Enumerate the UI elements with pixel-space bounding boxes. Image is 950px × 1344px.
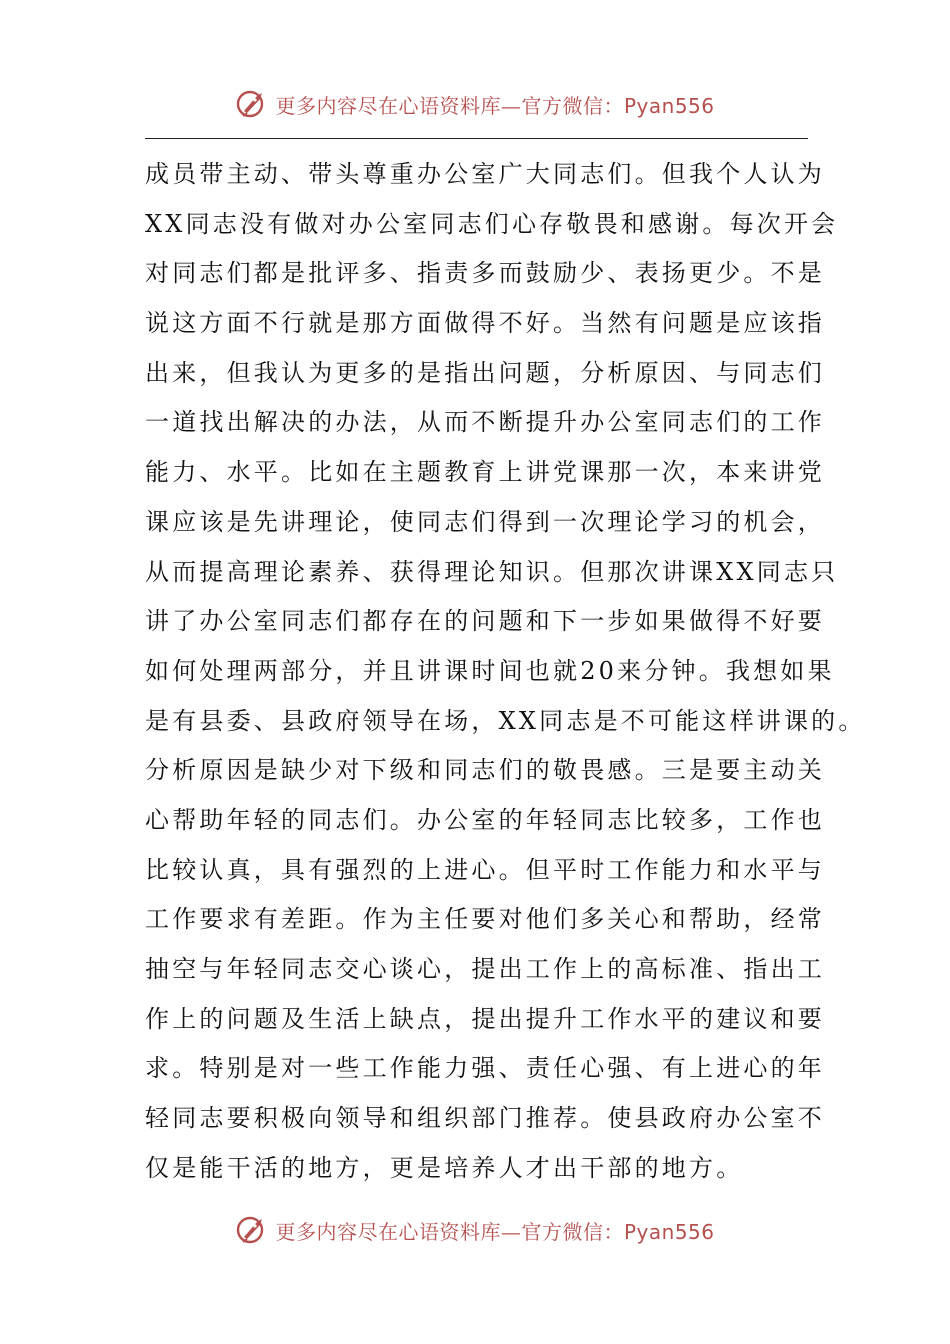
header-banner-text	[275, 90, 714, 119]
footer-banner-text	[275, 1216, 714, 1245]
body-line: 一道找出解决的办法，从而不断提升办公室同志们的工作	[145, 408, 825, 437]
footer-banner-dash: —	[500, 1219, 522, 1244]
body-line: 轻同志要积极向领导和组织部门推荐。使县政府办公室不	[145, 1104, 825, 1133]
body-line: 说这方面不行就是那方面做得不好。当然有问题是应该指	[145, 309, 825, 338]
footer-wechat-id: Pyan556	[623, 1219, 715, 1244]
body-line: 讲了办公室同志们都存在的问题和下一步如果做得不好要	[145, 607, 825, 636]
body-line: 对同志们都是批评多、指责多而鼓励少、表扬更少。不是	[145, 259, 825, 288]
body-line: 如何处理两部分，并且讲课时间也就20来分钟。我想如果	[145, 656, 835, 685]
pen-nib-circle-icon	[235, 1213, 269, 1247]
header-banner-label: 官方微信：	[521, 93, 624, 118]
pen-nib-circle-icon	[235, 87, 269, 121]
header-banner-main: 更多内容尽在心语资料库	[275, 93, 501, 118]
body-line: 从而提高理论素养、获得理论知识。但那次讲课XX同志只	[145, 557, 839, 586]
body-line: 仅是能干活的地方，更是培养人才出干部的地方。	[145, 1153, 744, 1182]
body-line: 是有县委、县政府领导在场，XX同志是不可能这样讲课的。	[145, 706, 866, 735]
body-line: 成员带主动、带头尊重办公室广大同志们。但我个人认为	[145, 160, 825, 188]
body-line: 心帮助年轻的同志们。办公室的年轻同志比较多，工作也	[145, 805, 825, 834]
body-line: 工作要求有差距。作为主任要对他们多关心和帮助，经常	[145, 905, 825, 934]
body-line: XX同志没有做对办公室同志们心存敬畏和感谢。每次开会	[145, 209, 839, 238]
body-line: 能力、水平。比如在主题教育上讲党课那一次，本来讲党	[145, 458, 825, 487]
footer-banner-label: 官方微信：	[521, 1219, 624, 1244]
body-line: 比较认真，具有强烈的上进心。但平时工作能力和水平与	[145, 855, 825, 884]
header-banner	[0, 84, 950, 124]
body-line: 出来，但我认为更多的是指出问题，分析原因、与同志们	[145, 358, 825, 387]
footer-banner	[0, 1210, 950, 1250]
body-line: 求。特别是对一些工作能力强、责任心强、有上进心的年	[145, 1054, 825, 1083]
footer-banner-main: 更多内容尽在心语资料库	[275, 1219, 501, 1244]
header-divider	[145, 138, 808, 139]
body-line: 课应该是先讲理论，使同志们得到一次理论学习的机会，	[145, 507, 825, 536]
header-wechat-id: Pyan556	[623, 93, 715, 118]
body-line: 抽空与年轻同志交心谈心，提出工作上的高标准、指出工	[145, 955, 825, 983]
body-line: 作上的问题及生活上缺点，提出提升工作水平的建议和要	[145, 1004, 825, 1033]
header-banner-dash: —	[500, 93, 522, 118]
document-body	[145, 150, 866, 1193]
body-line: 分析原因是缺少对下级和同志们的敬畏感。三是要主动关	[145, 756, 825, 785]
